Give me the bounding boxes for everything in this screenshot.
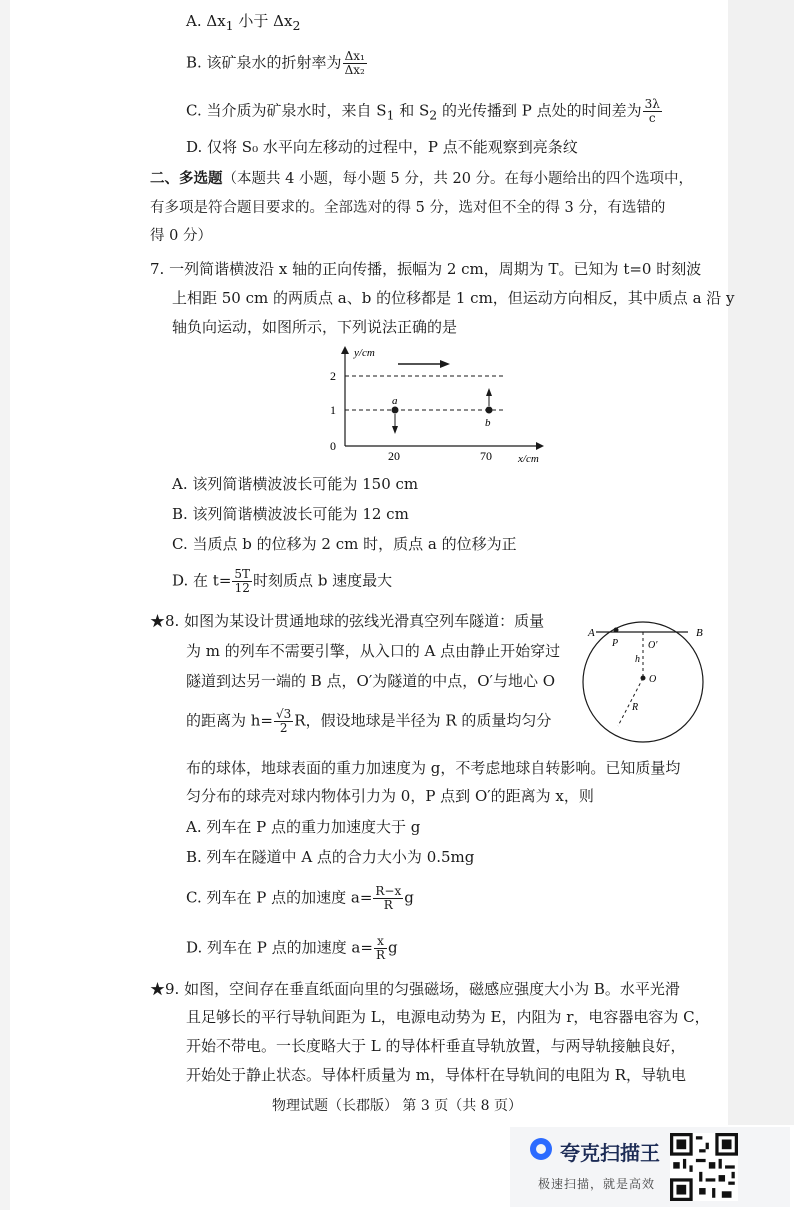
q6-option-c: C. 当介质为矿泉水时，来自 $S_1$ 和 $S_2$ 的光传播到 P 点处的时间差为 $\frac{3\lambda}{c}$ (186, 97, 660, 125)
particle-b-arrowhead (486, 388, 492, 396)
scanner-brand-badge (510, 1127, 790, 1207)
section2-line1: 二、多选题（本题共 4 小题，每小题 5 分，共 20 分。在每小题给出的四个选项中， (150, 170, 694, 187)
y-tick-1: 1 (330, 403, 336, 417)
section2-line3: 得 0 分） (150, 228, 212, 244)
particle-b-label: b (485, 417, 491, 429)
particle-a-arrowhead (392, 426, 398, 434)
label-a: A (588, 627, 595, 639)
q9-stem-line3: 开始不带电。一长度略大于 L 的导体杆垂直导轨放置，与两导轨接触良好， (186, 1037, 686, 1055)
q6-option-b: B. 该矿泉水的折射率为 $\frac{\text{Δx₁}}{\text{Δx₂}}$ (186, 49, 365, 77)
q7-option-c: C. 当质点 b 的位移为 2 cm 时，质点 a 的位移为正 (172, 535, 517, 553)
q8-option-a: A. 列车在 P 点的重力加速度大于 g (186, 818, 421, 836)
time-diff-fraction: $\frac{3\lambda}{c}$ (644, 97, 660, 125)
accel-fraction-d: $\frac{x}{R}$ (375, 934, 385, 962)
x-axis-label: x/cm (518, 453, 539, 465)
qr-code-icon (670, 1133, 738, 1201)
q8-option-d: D. 列车在 P 点的加速度 a= $\frac{x}{R}$ g (186, 934, 398, 962)
label-o-prime: O′ (648, 640, 658, 651)
train-point-p (614, 628, 619, 633)
wave-direction-arrowhead (440, 360, 450, 368)
q7-option-d: D. 在 t= $\frac{5T}{12}$ 时刻质点 b 速度最大 (172, 567, 393, 595)
q8-stem-line5: 布的球体，地球表面的重力加速度为 g，不考虑地球自转影响。已知质量均 (186, 759, 681, 777)
center-o (641, 676, 646, 681)
h-fraction: $\frac{√3}{2}$ (276, 707, 292, 735)
quark-logo-icon (530, 1138, 552, 1160)
q8-option-c: C. 列车在 P 点的加速度 a= $\frac{R-x}{R}$ g (186, 884, 414, 912)
label-p: P (612, 638, 619, 649)
label-r: R (632, 702, 639, 713)
y-axis-arrow (341, 346, 349, 354)
q8-earth-tunnel-figure (576, 608, 716, 748)
x-tick-70: 70 (480, 449, 492, 463)
particle-b (486, 407, 493, 414)
q7-stem-line1: 7. 一列简谐横波沿 x 轴的正向传播，振幅为 2 cm，周期为 T。已知为 t=0 时刻波 (150, 260, 702, 278)
q9-stem-line2: 且足够长的平行导轨间距为 L，电源电动势为 E，内阻为 r，电容器电容为 C， (186, 1008, 710, 1026)
q7-wave-figure (318, 340, 558, 468)
q9-stem-line4: 开始处于静止状态。导体杆质量为 m，导体杆在导轨间的电阻为 R，导轨电 (186, 1066, 687, 1084)
y-axis-label: y/cm (354, 347, 375, 359)
q9-stem-line1: ★9. 如图，空间存在垂直纸面向里的匀强磁场，磁感应强度大小为 B。水平光滑 (150, 980, 680, 998)
q7-option-a: A. 该列简谐横波波长可能为 150 cm (172, 475, 419, 493)
label-h: h (635, 654, 640, 665)
q8-stem-line4: 的距离为 h= $\frac{√3}{2}$ R，假设地球是半径为 R 的质量均匀分 (186, 707, 552, 735)
q7-stem-line2: 上相距 50 cm 的两质点 a、b 的位移都是 1 cm，但运动方向相反，其中质点 a 沿 y (172, 289, 735, 307)
x-tick-20: 20 (388, 449, 400, 463)
section2-line2: 有多项是符合题目要求的。全部选对的得 5 分，选对但不全的得 3 分，有选错的 (150, 200, 666, 216)
y-tick-0: 0 (330, 439, 336, 453)
time-fraction: $\frac{5T}{12}$ (234, 567, 251, 595)
scan-edge-left (0, 0, 10, 1210)
q8-stem-line1: ★8. 如图为某设计贯通地球的弦线光滑真空列车隧道：质量 (150, 612, 545, 630)
q7-option-b: B. 该列简谐横波波长可能为 12 cm (172, 505, 409, 523)
accel-fraction-c: $\frac{R-x}{R}$ (375, 884, 402, 912)
q8-option-b: B. 列车在隧道中 A 点的合力大小为 0.5mg (186, 848, 475, 866)
x-axis-arrow (536, 442, 544, 450)
radius-line (618, 678, 643, 726)
q8-stem-line6: 匀分布的球壳对球内物体引力为 0，P 点到 O′的距离为 x，则 (186, 787, 594, 805)
q8-stem-line2: 为 m 的列车不需要引擎，从入口的 A 点由静止开始穿过 (186, 642, 561, 660)
particle-a-label: a (392, 395, 398, 407)
particle-a (392, 407, 399, 414)
page-footer: 物理试题（长郡版） 第 3 页（共 8 页） (271, 1098, 523, 1114)
q6-option-d: D. 仅将 S₀ 水平向左移动的过程中，P 点不能观察到亮条纹 (186, 138, 578, 156)
label-o: O (649, 674, 657, 685)
label-b: B (696, 627, 703, 639)
q7-stem-line3: 轴负向运动，如图所示，下列说法正确的是 (172, 318, 458, 336)
brand-name: 夸克扫描王 (560, 1141, 660, 1165)
q6-option-a: A. $\Delta x_1$ 小于 $\Delta x_2$ (186, 12, 301, 33)
brand-slogan: 极速扫描，就是高效 (538, 1177, 656, 1191)
y-tick-2: 2 (330, 369, 336, 383)
scan-edge-right (728, 0, 794, 1125)
refractive-index-fraction: $\frac{\text{Δx₁}}{\text{Δx₂}}$ (344, 49, 365, 77)
q8-stem-line3: 隧道到达另一端的 B 点，O′为隧道的中点，O′与地心 O (186, 672, 556, 690)
